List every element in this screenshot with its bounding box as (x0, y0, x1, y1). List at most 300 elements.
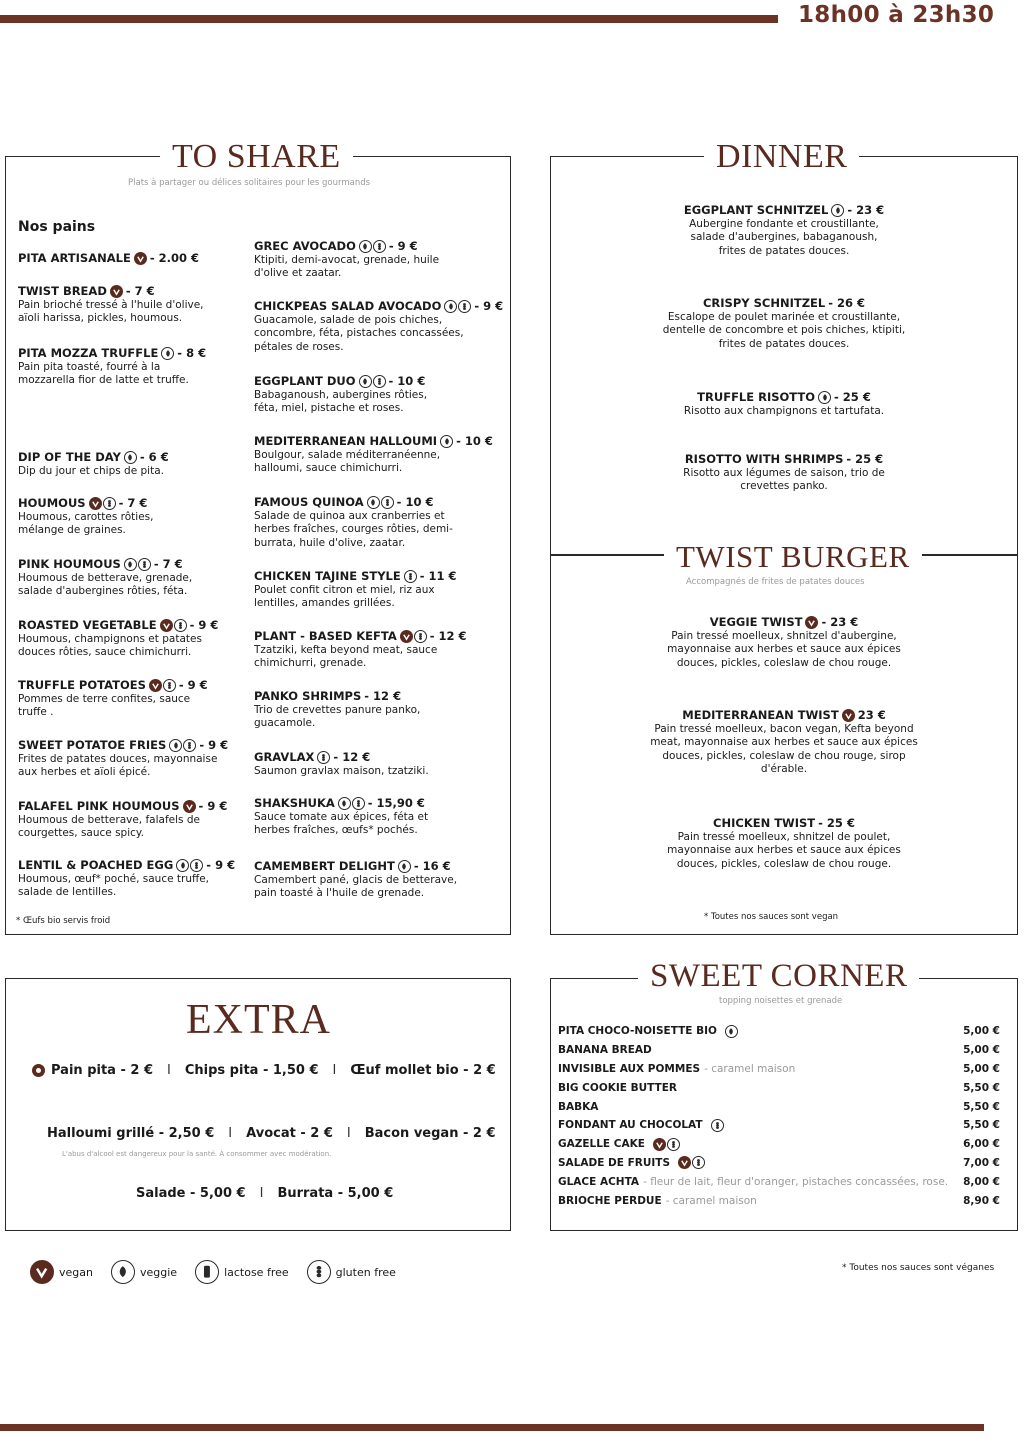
item-price: - 6 € (139, 450, 169, 464)
menu-item (254, 240, 454, 281)
item-name-line (18, 679, 218, 693)
sweet-corner-subtitle: topping noisettes et grenade (719, 996, 843, 1006)
item-price: - 7 € (118, 496, 148, 510)
diet-icons (842, 709, 855, 722)
sweet-corner-title: SWEET CORNER (638, 960, 919, 993)
menu-item (18, 252, 233, 266)
item-name: CAMEMBERT DELIGHT (254, 859, 395, 873)
item-price: - 26 € (828, 296, 866, 310)
dessert-price: 5,50 € (963, 1081, 1000, 1094)
bottom-bar (0, 1424, 984, 1431)
menu-item (18, 679, 218, 720)
menu-item (254, 630, 469, 671)
dessert-price: 8,00 € (963, 1175, 1000, 1188)
sweet-corner-list (558, 1022, 1000, 1210)
eggs-footnote: * Œufs bio servis froid (16, 916, 111, 926)
item-name-line (254, 240, 454, 254)
item-name-line (18, 252, 233, 266)
diet-icons (124, 558, 151, 571)
gluten-icon (711, 1119, 724, 1132)
vegan-icon (805, 616, 818, 629)
item-name: CHICKPEAS SALAD AVOCADO (254, 299, 442, 313)
diet-icons (161, 347, 174, 360)
veggie-icon (725, 1025, 738, 1038)
gluten-icon (307, 1260, 331, 1284)
item-name: RISOTTO WITH SHRIMPS (684, 452, 844, 466)
diet-icons (818, 391, 831, 404)
extra-item: Bacon vegan - 2 € (364, 1126, 496, 1141)
vegan-icon (842, 709, 855, 722)
diet-icons (444, 300, 471, 313)
item-name-line (649, 616, 919, 630)
item-name: GRAVLAX (254, 750, 315, 764)
extra-item: Salade - 5,00 € (136, 1186, 246, 1201)
extra-item: Avocat - 2 € (246, 1126, 333, 1141)
alcohol-disclaimer: L'abus d'alcool est dangereux pour la santé. À consommer avec modération. (62, 1150, 332, 1158)
extra-item: Pain pita - 2 € (51, 1063, 154, 1078)
gluten-icon (404, 570, 417, 583)
diet-icons (110, 285, 123, 298)
gluten-icon (317, 751, 330, 764)
twist-burger-subtitle: Accompagnés de frites de patates douces (686, 577, 865, 587)
item-description: Ktipiti, demi-avocat, grenade, huile d'olive et zaatar. (254, 253, 440, 280)
veggie-icon (359, 375, 372, 388)
item-name-line (18, 739, 233, 753)
veggie-icon (161, 347, 174, 360)
veggie-icon (124, 558, 137, 571)
item-description: Dip du jour et chips de pita. (18, 464, 164, 477)
item-description: Aubergine fondante et croustillante, salade d'aubergines, babaganoush, frites de patates douces. (689, 217, 879, 257)
item-name-line (254, 375, 444, 389)
vegan-icon (134, 252, 147, 265)
item-name-line (659, 297, 909, 311)
item-name: ROASTED VEGETABLE (18, 618, 157, 632)
dessert-row (558, 1172, 1000, 1191)
item-price: - 23 € (821, 615, 859, 629)
legend-item-vegan (30, 1260, 93, 1284)
diet-icons (124, 451, 137, 464)
dessert-row (558, 1078, 1000, 1097)
item-price: - 9 € (388, 239, 418, 253)
item-name-line (18, 497, 178, 511)
dessert-price: 5,50 € (963, 1100, 1000, 1113)
item-description: Houmous, œuf* poché, sauce truffe, salade de lentilles. (18, 872, 210, 899)
veggie-icon (111, 1260, 135, 1284)
vegan-icon (183, 800, 196, 813)
menu-item (18, 347, 208, 388)
item-name: EGGPLANT DUO (254, 374, 356, 388)
item-price: - 15,90 € (367, 796, 425, 810)
item-description: Pain brioché tressé à l'huile d'olive, aïoli harissa, pickles, houmous. (18, 298, 204, 325)
veggie-icon (124, 451, 137, 464)
legend-item-lactose (195, 1260, 289, 1284)
item-name-line (18, 799, 228, 814)
to-share-subtitle: Plats à partager ou délices solitaires pour les gourmands (128, 178, 371, 188)
gluten-icon (381, 496, 394, 509)
menu-item (649, 616, 919, 670)
dessert-name-line (558, 1025, 738, 1038)
veggie-icon (444, 300, 457, 313)
dessert-name: GAZELLE CAKE (558, 1138, 645, 1151)
item-price: - 9 € (198, 799, 228, 813)
item-description: Pain tressé moelleux, shnitzel de poulet, mayonnaise aux herbes et sauce aux épices douces, pickles, coleslaw de chou rouge. (667, 830, 901, 870)
item-name-line (649, 817, 919, 831)
dessert-price: 5,00 € (963, 1044, 1000, 1057)
pita-icon (32, 1064, 45, 1077)
dessert-name: PITA CHOCO-NOISETTE BIO (558, 1025, 717, 1038)
menu-item (18, 799, 228, 841)
dessert-name: BRIOCHE PERDUE (558, 1194, 662, 1207)
dessert-name-line (558, 1063, 795, 1075)
item-name: MEDITERRANEAN TWIST (682, 708, 839, 722)
item-price: - 10 € (396, 495, 434, 509)
gluten-icon (692, 1156, 705, 1169)
veggie-icon (367, 496, 380, 509)
legend-label: veggie (139, 1265, 178, 1279)
veggie-icon (831, 204, 844, 217)
diet-icons (367, 496, 394, 509)
dessert-name: BABKA (558, 1100, 599, 1113)
item-price: - 11 € (419, 569, 457, 583)
item-price: - 12 € (429, 629, 467, 643)
dessert-note: - caramel maison (665, 1194, 757, 1207)
diet-legend (30, 1260, 414, 1284)
dessert-name: SALADE DE FRUITS (558, 1156, 671, 1169)
veggie-icon (169, 739, 182, 752)
extra-item: Halloumi grillé - 2,50 € (47, 1126, 215, 1141)
item-description: Sauce tomate aux épices, féta et herbes fraîches, œufs* pochés. (254, 810, 429, 837)
item-description: Guacamole, salade de pois chiches, concombre, féta, pistaches concassées, pétales de roses. (254, 313, 464, 353)
item-name-line (683, 203, 885, 218)
dessert-price: 7,00 € (963, 1156, 1000, 1169)
dessert-price: 5,00 € (963, 1062, 1000, 1075)
item-name: PLANT - BASED KEFTA (254, 629, 397, 643)
veggie-icon (359, 240, 372, 253)
dessert-row (558, 1191, 1000, 1210)
gluten-icon (373, 240, 386, 253)
extra-item: Œuf mollet bio - 2 € (350, 1063, 496, 1078)
dessert-name-line (558, 1101, 598, 1113)
item-description: Frites de patates douces, mayonnaise aux herbes et aïoli épicé. (18, 752, 218, 779)
item-name: SWEET POTATOE FRIES (18, 738, 167, 752)
diet-icons (404, 570, 417, 583)
item-price: - 9 € (199, 738, 229, 752)
diet-icons (398, 860, 411, 873)
menu-item (18, 285, 218, 326)
top-bar (0, 15, 778, 23)
dessert-name-line (558, 1119, 724, 1132)
item-name: CRISPY SCHNITZEL (702, 296, 826, 310)
item-price: - 9 € (189, 618, 219, 632)
menu-item (254, 797, 464, 838)
dessert-name: INVISIBLE AUX POMMES (558, 1062, 701, 1075)
item-name-line (254, 751, 454, 765)
bottom-sauces-note: * Toutes nos sauces sont véganes (842, 1263, 995, 1273)
gluten-icon (352, 797, 365, 810)
dessert-name: FONDANT AU CHOCOLAT (558, 1119, 703, 1132)
diet-icons (711, 1119, 724, 1132)
gluten-icon (414, 630, 427, 643)
diet-icons (359, 240, 386, 253)
item-name-line (254, 570, 469, 584)
item-description: Houmous, carottes rôties, mélange de graines. (18, 510, 154, 537)
item-description: Risotto aux légumes de saison, trio de crevettes panko. (683, 466, 885, 493)
gluten-icon (163, 679, 176, 692)
gluten-icon (103, 497, 116, 510)
veggie-icon (818, 391, 831, 404)
dessert-note: - fleur de lait, fleur d'oranger, pistaches concassées, rose. (643, 1175, 949, 1188)
diet-icons (338, 797, 365, 810)
diet-icons (725, 1025, 738, 1038)
gluten-icon (183, 739, 196, 752)
legend-label: lactose free (224, 1265, 289, 1279)
menu-item (674, 453, 894, 494)
extra-item: Chips pita - 1,50 € (184, 1063, 319, 1078)
item-price: - 12 € (333, 750, 371, 764)
item-name: SHAKSHUKA (254, 796, 335, 810)
legend-item-veggie (111, 1260, 177, 1284)
item-name-line (669, 391, 899, 405)
sauces-footnote: * Toutes nos sauces sont vegan (704, 912, 839, 922)
diet-icons (440, 435, 453, 448)
diet-icons (89, 497, 116, 510)
dessert-row (558, 1041, 1000, 1060)
diet-icons (134, 252, 147, 265)
item-price: - 10 € (388, 374, 426, 388)
gluten-icon (373, 375, 386, 388)
dessert-price: 5,50 € (963, 1119, 1000, 1132)
item-description: Houmous de betterave, grenade, salade d'aubergines rôties, féta. (18, 571, 193, 598)
separator: I (259, 1186, 264, 1201)
dessert-row (558, 1135, 1000, 1154)
separator: I (228, 1126, 233, 1141)
vegan-icon (149, 679, 162, 692)
item-name: PITA ARTISANALE (18, 251, 131, 265)
item-description: Camembert pané, glacis de betterave, pain toasté à l'huile de grenade. (254, 873, 458, 900)
item-name-line (254, 299, 504, 314)
item-name-line (254, 496, 459, 510)
item-name: PANKO SHRIMPS (254, 689, 362, 703)
item-name-line (254, 690, 454, 704)
dessert-row (558, 1022, 1000, 1041)
item-description: Escalope de poulet marinée et croustillante, dentelle de concombre et pois chiches, ktipiti, frites de patates douces. (662, 310, 906, 350)
item-description: Saumon gravlax maison, tzatziki. (254, 764, 429, 777)
item-name-line (18, 347, 208, 361)
gluten-icon (667, 1138, 680, 1151)
item-name: PINK HOUMOUS (18, 557, 121, 571)
item-description: Houmous, champignons et patates douces rôties, sauce chimichurri. (18, 632, 202, 659)
item-name-line (18, 858, 236, 873)
vegan-icon (30, 1260, 54, 1284)
gluten-icon (190, 859, 203, 872)
vegan-icon (653, 1138, 666, 1151)
menu-item (649, 709, 919, 777)
item-price: - 23 € (847, 203, 885, 217)
item-name-line (674, 453, 894, 467)
diet-icons (359, 375, 386, 388)
dessert-name-line (558, 1195, 757, 1207)
item-description: Pommes de terre confites, sauce truffe . (18, 692, 191, 719)
diet-icons (653, 1138, 680, 1151)
dessert-price: 6,00 € (963, 1138, 1000, 1151)
menu-item (669, 391, 899, 418)
diet-icons (317, 751, 330, 764)
menu-item (18, 619, 218, 660)
gluten-icon (138, 558, 151, 571)
legend-label: vegan (59, 1265, 93, 1279)
item-name-line (18, 558, 218, 572)
twist-burger-title: TWIST BURGER (664, 541, 922, 572)
menu-item (254, 375, 444, 416)
menu-item (254, 751, 454, 778)
extra-item: Burrata - 5,00 € (277, 1186, 394, 1201)
item-description: Salade de quinoa aux cranberries et herbes fraîches, courges rôties, demi-burrata, huile d'olive, zaatar. (254, 509, 453, 549)
item-price: - 16 € (413, 859, 451, 873)
vegan-icon (400, 630, 413, 643)
dessert-name-line (558, 1176, 948, 1188)
item-name-line (18, 451, 233, 465)
extra-title: EXTRA (186, 997, 331, 1043)
legend-item-gluten (307, 1260, 396, 1284)
diet-icons (169, 739, 196, 752)
separator: I (332, 1063, 337, 1078)
diet-icons (831, 204, 844, 217)
vegan-icon (160, 619, 173, 632)
separator: I (167, 1063, 171, 1078)
diet-icons (160, 619, 187, 632)
gluten-icon (174, 619, 187, 632)
dessert-name-line (558, 1044, 652, 1056)
item-description: Poulet confit citron et miel, riz aux lentilles, amandes grillées. (254, 583, 435, 610)
item-price: 23 € (857, 708, 886, 722)
item-name: TRUFFLE POTATOES (18, 678, 146, 692)
item-name-line (254, 630, 469, 644)
menu-item (649, 817, 919, 871)
item-price: - 25 € (846, 452, 884, 466)
item-name: VEGGIE TWIST (709, 615, 803, 629)
gluten-icon (458, 300, 471, 313)
dessert-note: - caramel maison (704, 1062, 796, 1075)
diet-icons (678, 1156, 705, 1169)
item-price: - 10 € (456, 434, 493, 448)
item-name-line (18, 619, 218, 633)
dessert-name-line (558, 1138, 680, 1151)
item-price: - 12 € (364, 689, 402, 703)
item-name: FALAFEL PINK HOUMOUS (18, 799, 180, 813)
vegan-icon (110, 285, 123, 298)
item-description: Babaganoush, aubergines rôties, féta, miel, pistache et roses. (254, 388, 428, 415)
item-price: - 9 € (206, 858, 236, 872)
veggie-icon (440, 435, 453, 448)
item-name: PITA MOZZA TRUFFLE (18, 346, 159, 360)
vegan-icon (678, 1156, 691, 1169)
item-name: HOUMOUS (18, 496, 86, 510)
item-price: - 2.00 € (149, 251, 199, 265)
item-price: - 8 € (177, 346, 207, 360)
diet-icons (176, 859, 203, 872)
dinner-title: DINNER (704, 140, 859, 174)
item-name: MEDITERRANEAN HALLOUMI (254, 434, 438, 448)
item-description: Tzatziki, kefta beyond meat, sauce chimichurri, grenade. (254, 643, 438, 670)
item-name: TWIST BREAD (18, 284, 107, 298)
item-name-line (649, 709, 919, 723)
item-description: Pain tressé moelleux, bacon vegan, Kefta beyond meat, mayonnaise aux herbes et sauce aux épices douces, pickles, coleslaw de chou rouge, sirop d'érable. (650, 722, 918, 776)
dessert-name: BIG COOKIE BUTTER (558, 1081, 677, 1094)
menu-item (254, 860, 474, 901)
menu-item (18, 497, 178, 538)
menu-item (254, 434, 493, 476)
diet-icons (183, 800, 196, 813)
item-name-line (254, 434, 493, 449)
item-description: Boulgour, salade méditerranéenne, halloumi, sauce chimichurri. (254, 448, 441, 475)
menu-item (254, 690, 454, 731)
item-description: Pain pita toasté, fourré à la mozzarella fior de latte et truffe. (18, 360, 189, 387)
diet-icons (805, 616, 818, 629)
separator: I (346, 1126, 351, 1141)
item-price: - 25 € (818, 816, 855, 830)
dessert-price: 5,00 € (963, 1025, 1000, 1038)
extra-row-3 (136, 1186, 393, 1201)
item-name: DIP OF THE DAY (18, 450, 121, 464)
opening-hours: 18h00 à 23h30 (798, 2, 995, 28)
item-name-line (18, 285, 218, 299)
legend-label: gluten free (335, 1265, 396, 1279)
extra-row-1 (32, 1063, 496, 1078)
item-description: Houmous de betterave, falafels de courgettes, sauce spicy. (18, 813, 200, 840)
extra-row-2 (47, 1126, 496, 1141)
item-name: TRUFFLE RISOTTO (697, 390, 816, 404)
dessert-row (558, 1097, 1000, 1116)
section-label: Nos pains (18, 219, 96, 235)
item-name: EGGPLANT SCHNITZEL (683, 203, 829, 217)
item-description: Trio de crevettes panure panko, guacamole. (254, 703, 421, 730)
to-share-title: TO SHARE (160, 140, 353, 174)
dessert-name: BANANA BREAD (558, 1044, 652, 1057)
dessert-name-line (558, 1156, 705, 1169)
item-name-line (254, 860, 474, 874)
item-price: - 9 € (178, 678, 208, 692)
item-name: GREC AVOCADO (254, 239, 356, 253)
dessert-row (558, 1060, 1000, 1079)
vegan-icon (89, 497, 102, 510)
dessert-row (558, 1154, 1000, 1173)
menu-item (659, 297, 909, 351)
veggie-icon (398, 860, 411, 873)
menu-item (18, 858, 236, 900)
menu-item (18, 558, 218, 599)
menu-item (18, 739, 233, 780)
item-name: CHICKEN TWIST (713, 816, 816, 830)
diet-icons (400, 630, 427, 643)
menu-item (254, 496, 459, 550)
item-price: - 7 € (125, 284, 155, 298)
menu-item (683, 203, 885, 258)
menu-item (254, 570, 469, 611)
dessert-name: GLACE ACHTA (558, 1175, 640, 1188)
item-price: - 7 € (153, 557, 183, 571)
item-price: - 25 € (834, 390, 871, 404)
diet-icons (149, 679, 176, 692)
veggie-icon (338, 797, 351, 810)
item-name: FAMOUS QUINOA (254, 495, 364, 509)
item-name: CHICKEN TAJINE STYLE (254, 569, 401, 583)
menu-item (254, 299, 504, 354)
menu-item (18, 451, 233, 478)
dessert-price: 8,90 € (963, 1194, 1000, 1207)
item-name-line (254, 797, 464, 811)
item-description: Risotto aux champignons et tartufata. (683, 404, 885, 417)
dessert-name-line (558, 1082, 677, 1094)
